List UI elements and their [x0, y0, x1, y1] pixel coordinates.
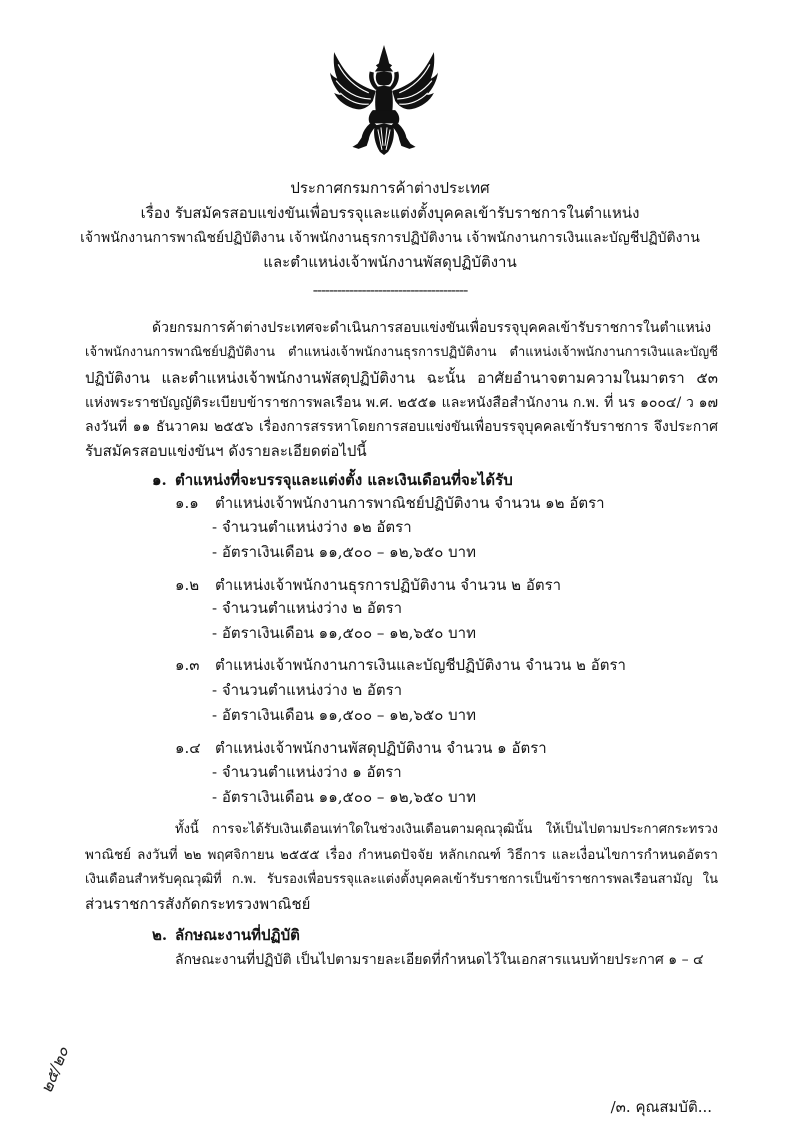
announcement-subject: เรื่อง รับสมัครสอบแข่งขันเพื่อบรรจุและแต่งตั้งบุคคลเข้ารับราชการในตำแหน่ง	[140, 204, 640, 222]
announcement-subject-line: และตำแหน่งเจ้าพนักงานพัสดุปฏิบัติงาน	[263, 253, 517, 271]
emblem-right-half	[384, 45, 438, 155]
section-1-heading	[152, 468, 718, 492]
position-number: ๑.๒	[175, 576, 200, 594]
position-salary: - อัตราเงินเดือน ๑๑,๕๐๐ – ๑๒,๖๕๐ บาท	[212, 706, 476, 724]
intro-line: ปฏิบัติงาน และตำแหน่งเจ้าพนักงานพัสดุปฏิบัติงาน ฉะนั้น อาศัยอำนาจตามความในมาตรา ๕๓	[85, 369, 718, 387]
note-line: เงินเดือนสำหรับคุณวุฒิที่ ก.พ. รับรองเพื่อบรรจุและแต่งตั้งบุคคลเข้ารับราชการเป็นข้าราชการพลเรือนสามัญ ใน	[85, 872, 718, 887]
handwritten-note: ๒๕/๒๐	[36, 1043, 73, 1096]
title-divider: --------------------------------------	[312, 281, 468, 299]
emblem-crown	[375, 45, 384, 71]
emblem-leg	[352, 121, 376, 148]
section-2-text: ลักษณะงานที่ปฏิบัติ เป็นไปตามรายละเอียดที่กำหนดไว้ในเอกสารแนบท้ายประกาศ ๑ – ๔	[175, 952, 704, 968]
position-number: ๑.๓	[175, 656, 200, 674]
position-title: ตำแหน่งเจ้าพนักงานธุรการปฏิบัติงาน จำนวน ๒ อัตรา	[215, 576, 562, 594]
position-item	[175, 736, 718, 760]
section-title: ลักษณะงานที่ปฏิบัติ	[175, 926, 300, 944]
page-continuation: /๓. คุณสมบัติ...	[610, 1098, 712, 1116]
section-number: ๑.	[152, 471, 167, 489]
section-number: ๒.	[152, 926, 168, 944]
position-salary: - อัตราเงินเดือน ๑๑,๕๐๐ – ๑๒,๖๕๐ บาท	[212, 788, 476, 806]
announcement-subject-line: เจ้าพนักงานการพาณิชย์ปฏิบัติงาน เจ้าพนักงานธุรการปฏิบัติงาน เจ้าพนักงานการเงินและบัญชีปฏิบัติงาน	[80, 230, 700, 246]
intro-line: ด้วยกรมการค้าต่างประเทศจะดำเนินการสอบแข่งขันเพื่อบรรจุบุคคลเข้ารับราชการในตำแหน่ง	[152, 320, 712, 336]
section-2-heading	[152, 923, 718, 947]
position-vacancies: - จำนวนตำแหน่งว่าง ๑ อัตรา	[212, 763, 402, 781]
garuda-emblem	[328, 44, 440, 156]
position-number: ๑.๑	[175, 494, 199, 512]
position-number: ๑.๔	[175, 739, 201, 757]
emblem-face	[376, 71, 384, 85]
position-vacancies: - จำนวนตำแหน่งว่าง ๒ อัตรา	[212, 681, 403, 699]
position-title: ตำแหน่งเจ้าพนักงานพัสดุปฏิบัติงาน จำนวน ๑ อัตรา	[215, 739, 547, 757]
position-salary: - อัตราเงินเดือน ๑๑,๕๐๐ – ๑๒,๖๕๐ บาท	[212, 543, 476, 561]
position-vacancies: - จำนวนตำแหน่งว่าง ๑๒ อัตรา	[212, 518, 412, 536]
intro-line: รับสมัครสอบแข่งขันฯ ดังรายละเอียดต่อไปนี้	[85, 442, 367, 460]
intro-line: เจ้าพนักงานการพาณิชย์ปฏิบัติงาน ตำแหน่งเจ้าพนักงานธุรการปฏิบัติงาน ตำแหน่งเจ้าพนักงานการเงินและบัญชี	[85, 345, 718, 360]
position-item	[175, 491, 718, 515]
position-item	[175, 653, 718, 677]
section-title: ตำแหน่งที่จะบรรจุและแต่งตั้ง และเงินเดือนที่จะได้รับ	[175, 471, 513, 489]
announcement-issuer: ประกาศกรมการค้าต่างประเทศ	[290, 179, 490, 197]
intro-line: แห่งพระราชบัญญัติระเบียบข้าราชการพลเรือน พ.ศ. ๒๕๕๑ และหนังสือสำนักงาน ก.พ. ที่ นร ๑๐๐๔/ ว ๑๗	[85, 395, 718, 411]
emblem-torso	[375, 86, 384, 113]
emblem-hip	[369, 110, 384, 123]
note-line: ส่วนราชการสังกัดกระทรวงพาณิชย์	[85, 895, 311, 913]
position-title: ตำแหน่งเจ้าพนักงานการพาณิชย์ปฏิบัติงาน จำนวน ๑๒ อัตรา	[215, 494, 605, 512]
emblem-left-half	[330, 45, 384, 155]
position-salary: - อัตราเงินเดือน ๑๑,๕๐๐ – ๑๒,๖๕๐ บาท	[212, 624, 476, 642]
position-title: ตำแหน่งเจ้าพนักงานการเงินและบัญชีปฏิบัติงาน จำนวน ๒ อัตรา	[215, 656, 626, 674]
intro-line: ลงวันที่ ๑๑ ธันวาคม ๒๕๕๖ เรื่องการสรรหาโดยการสอบแข่งขันเพื่อบรรจุบุคคลเข้ารับราชการ จึงประกาศ	[85, 419, 718, 435]
note-line: พาณิชย์ ลงวันที่ ๒๒ พฤศจิกายน ๒๕๕๕ เรื่อง กำหนดปัจจัย หลักเกณฑ์ วิธีการ และเงื่อนไขการกำหนดอัตรา	[85, 847, 718, 863]
note-line: ทั้งนี้ การจะได้รับเงินเดือนเท่าใดในช่วงเงินเดือนตามคุณวุฒินั้น ให้เป็นไปตามประกาศกระทรวง	[175, 822, 718, 837]
position-item	[175, 573, 718, 597]
position-vacancies: - จำนวนตำแหน่งว่าง ๒ อัตรา	[212, 599, 403, 617]
